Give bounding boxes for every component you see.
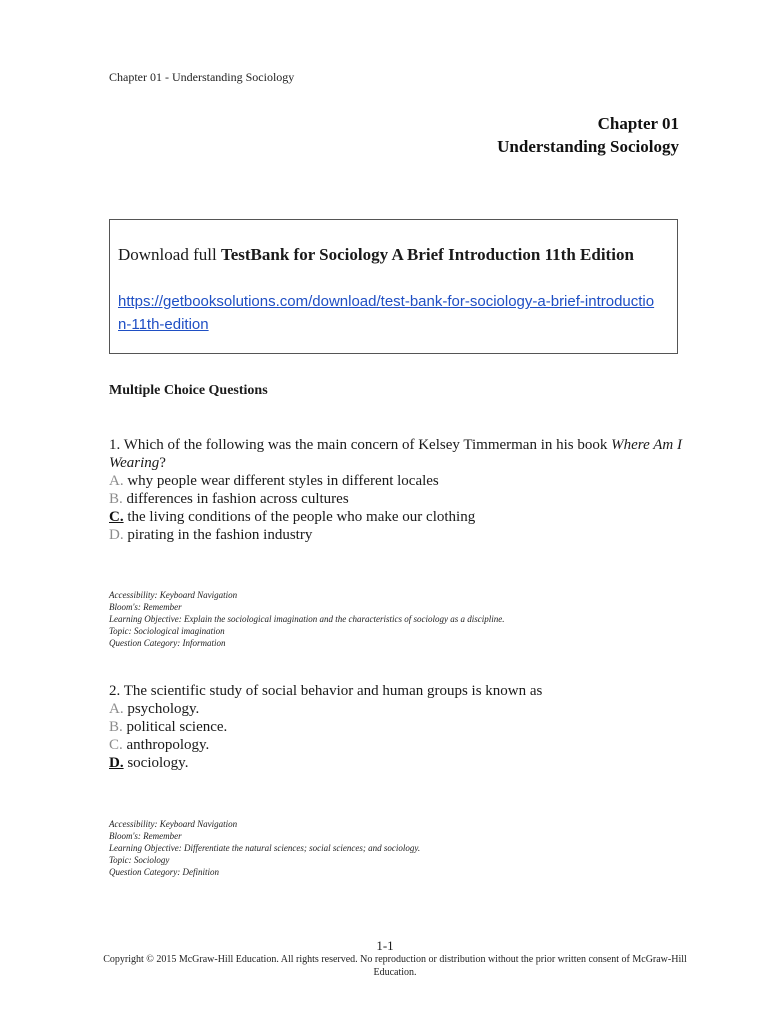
choice-text: anthropology. [126,737,210,753]
choice-text: political science. [126,719,228,735]
choice-c-correct [109,508,689,526]
page-number: 1-1 [376,938,394,953]
chapter-heading [497,112,679,158]
choice-d [109,526,689,544]
download-box [109,219,678,354]
choice-b [109,718,689,736]
meta-blooms: Bloom's: Remember [109,602,182,612]
correct-answer-letter: D. [109,755,124,771]
choice-a [109,472,689,490]
choice-letter: A. [109,701,124,717]
correct-answer-letter: C. [109,509,124,525]
section-title: Multiple Choice Questions [109,383,268,398]
meta-learning-objective: Learning Objective: Differentiate the natural sciences; social sciences; and sociology. [109,843,421,853]
choice-text: why people wear different styles in different locales [127,473,439,489]
question-2 [109,682,689,772]
download-prefix: Download full [118,245,221,264]
copyright-notice: Copyright © 2015 McGraw-Hill Education. All rights reserved. No reproduction or distribution without the prior written consent of McGraw-Hill Education. [103,954,687,978]
meta-category: Question Category: Information [109,638,226,648]
choice-a [109,700,689,718]
question-2-metadata [109,818,420,878]
choice-letter: B. [109,491,123,507]
download-link[interactable]: https://getbooksolutions.com/download/test-bank-for-sociology-a-brief-introduction-11th-edition [118,293,655,333]
question-stem [109,436,689,472]
question-stem-end: ? [159,455,166,471]
chapter-number: Chapter 01 [597,114,679,133]
question-stem-text: 1. Which of the following was the main concern of Kelsey Timmerman in his book [109,437,612,453]
choice-text: differences in fashion across cultures [126,491,349,507]
question-1-metadata [109,589,504,649]
choice-b [109,490,689,508]
question-stem: 2. The scientific study of social behavior and human groups is known as [109,683,543,699]
meta-topic: Topic: Sociology [109,855,170,865]
chapter-title: Understanding Sociology [497,137,679,156]
meta-accessibility: Accessibility: Keyboard Navigation [109,819,238,829]
choice-c [109,736,689,754]
choice-text: psychology. [127,701,200,717]
running-header: Chapter 01 - Understanding Sociology [109,70,295,84]
choice-text: pirating in the fashion industry [127,527,313,543]
meta-learning-objective: Learning Objective: Explain the sociological imagination and the characteristics of sociology as a discipline. [109,614,505,624]
meta-blooms: Bloom's: Remember [109,831,182,841]
meta-accessibility: Accessibility: Keyboard Navigation [109,590,238,600]
choice-d-correct [109,754,689,772]
choice-letter: D. [109,527,124,543]
choice-text: sociology. [127,755,189,771]
choice-letter: C. [109,737,123,753]
meta-topic: Topic: Sociological imagination [109,626,225,636]
book-title: Where Am I Wearing [109,437,682,471]
choice-letter: B. [109,719,123,735]
meta-category: Question Category: Definition [109,867,219,877]
question-1 [109,436,689,544]
download-line [118,245,634,265]
choice-letter: A. [109,473,124,489]
download-book-title: TestBank for Sociology A Brief Introduction 11th Edition [220,245,634,264]
choice-text: the living conditions of the people who make our clothing [127,509,476,525]
